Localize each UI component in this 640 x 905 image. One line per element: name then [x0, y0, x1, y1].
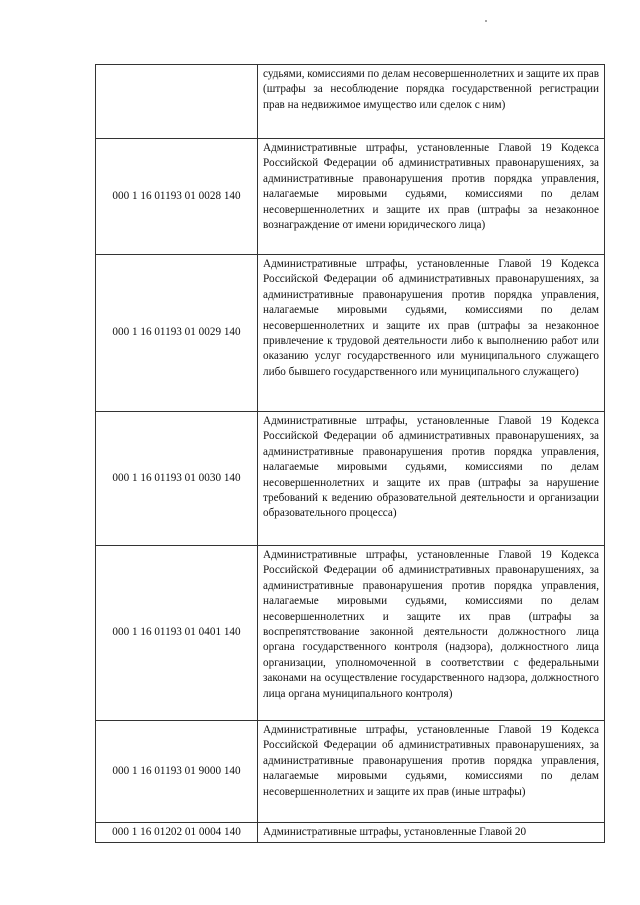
description-cell: Административные штрафы, установленные Главой 19 Кодекса Российской Федерации об административных правонарушениях, за административные правонарушения против порядка управления, налагаемые мировыми судьями, комиссиями по делам несовершеннолетних и защите их прав (штрафы за незаконное привлечение к трудовой деятельности либо к выполнению работ или оказанию услуг государственного или муниципального служащего либо бывшего государственного или муниципального служащего)	[258, 255, 605, 412]
table-row	[96, 546, 605, 721]
kbk-code-cell	[96, 65, 258, 139]
table-row	[96, 412, 605, 546]
budget-code-table	[95, 64, 605, 843]
description-cell: Административные штрафы, установленные Главой 19 Кодекса Российской Федерации об административных правонарушениях, за административные правонарушения против порядка управления, налагаемые мировыми судьями, комиссиями по делам несовершеннолетних и защите их прав (штрафы за незаконное вознаграждение от имени юридического лица)	[258, 139, 605, 255]
kbk-code-cell: 000 1 16 01202 01 0004 140	[96, 823, 258, 843]
table-row	[96, 139, 605, 255]
kbk-code-cell: 000 1 16 01193 01 0028 140	[96, 139, 258, 255]
description-cell: Административные штрафы, установленные Главой 19 Кодекса Российской Федерации об административных правонарушениях, за административные правонарушения против порядка управления, налагаемые мировыми судьями, комиссиями по делам несовершеннолетних и защите их прав (штрафы за нарушение требований к ведению образовательной деятельности и организации образовательного процесса)	[258, 412, 605, 546]
description-cell: Административные штрафы, установленные Главой 20	[258, 823, 605, 843]
table-row	[96, 721, 605, 823]
kbk-code-cell: 000 1 16 01193 01 0401 140	[96, 546, 258, 721]
kbk-code-cell: 000 1 16 01193 01 9000 140	[96, 721, 258, 823]
description-cell: судьями, комиссиями по делам несовершеннолетних и защите их прав (штрафы за несоблюдение порядка государственной регистрации прав на недвижимое имущество или сделок с ним)	[258, 65, 605, 139]
kbk-code-cell: 000 1 16 01193 01 0029 140	[96, 255, 258, 412]
table-row	[96, 823, 605, 843]
kbk-code-cell: 000 1 16 01193 01 0030 140	[96, 412, 258, 546]
scan-speck	[485, 20, 487, 22]
table-row	[96, 255, 605, 412]
description-cell: Административные штрафы, установленные Главой 19 Кодекса Российской Федерации об административных правонарушениях, за административные правонарушения против порядка управления, налагаемые мировыми судьями, комиссиями по делам несовершеннолетних и защите их прав (штрафы за воспрепятствование законной деятельности должностного лица органа государственного контроля (надзора), должностного лица организации, уполномоченной в соответствии с федеральными законами на осуществление государственного надзора, должностного лица органа муниципального контроля)	[258, 546, 605, 721]
table-row	[96, 65, 605, 139]
description-cell: Административные штрафы, установленные Главой 19 Кодекса Российской Федерации об административных правонарушениях, за административные правонарушения против порядка управления, налагаемые мировыми судьями, комиссиями по делам несовершеннолетних и защите их прав (иные штрафы)	[258, 721, 605, 823]
